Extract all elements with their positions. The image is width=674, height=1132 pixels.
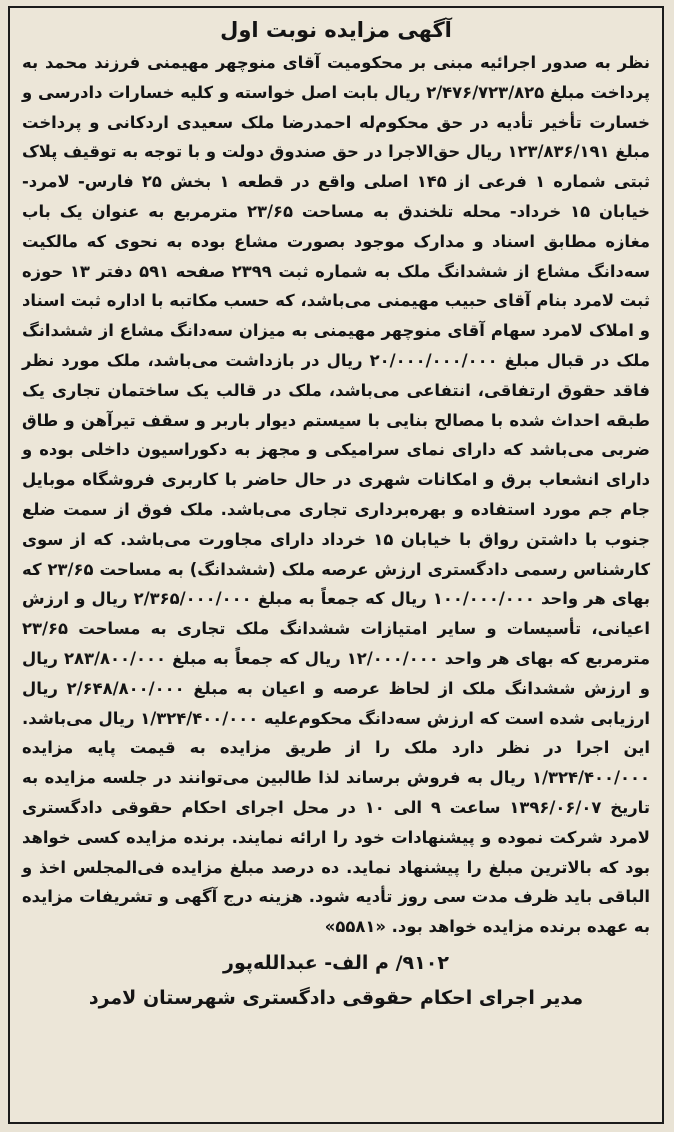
reference-text: ۹۱۰۲/ م الف- عبدالله‌پور (223, 951, 449, 974)
notice-body: نظر به صدور اجرائیه مبنی بر محکومیت آقای منوچهر مهیمنی فرزند محمد به پرداخت مبلغ ۲/۴۷۶/۷۲۳/۸۲۵ ریال بابت اصل خواسته و کلیه خسارات دادرسی و خسارت تأخیر تأدیه در حق محکوم‌له احمدرضا ملک سعیدی اردکانی و پرداخت مبلغ ۱۲۳/۸۳۶/۱۹۱ ریال حق‌الاجرا در حق صندوق دولت و با توجه به توقیف پلاک ثبتی شماره ۱ فرعی از ۱۴۵ اصلی واقع در قطعه ۱ بخش ۲۵ فارس- لامرد- خیابان ۱۵ خرداد- محله تلخندق به مساحت ۲۳/۶۵ مترمربع به عنوان یک باب مغازه مطابق اسناد و مدارک موجود بصورت مشاع بوده به نحوی که مالکیت سه‌دانگ مشاع از ششدانگ ملک به شماره ثبت ۲۳۹۹ صفحه ۵۹۱ دفتر ۱۳ حوزه ثبت لامرد بنام آقای حبیب مهیمنی می‌باشد، که حسب مکاتبه با اداره ثبت اسناد و املاک لامرد سهام آقای منوچهر مهیمنی به میزان سه‌دانگ مشاع از ششدانگ ملک در قبال مبلغ ۲۰/۰۰۰/۰۰۰/۰۰۰ ریال در بازداشت می‌باشد، ملک مورد نظر فاقد حقوق ارتفاقی، انتفاعی می‌باشد، ملک در قالب یک ساختمان تجاری یک طبقه احداث شده با مصالح بنایی با سیستم دیوار باربر و سقف تیرآهن و طاق ضربی می‌باشد که دارای نمای سرامیکی و مجهز به دکوراسیون داخلی بوده و دارای انشعاب برق و امکانات شهری در حال حاضر با کاربری فروشگاه موبایل جام جم مورد استفاده و بهره‌برداری تجاری می‌باشد. ملک فوق از سمت ضلع جنوب با داشتن رواق با خیابان ۱۵ خرداد دارای مجاورت می‌باشد. که از سوی کارشناس رسمی دادگستری ارزش عرصه ملک (ششدانگ) به مساحت ۲۳/۶۵ که بهای هر واحد ۱۰۰/۰۰۰/۰۰۰ ریال که جمعاً به مبلغ ۲/۳۶۵/۰۰۰/۰۰۰ ریال و ارزش اعیانی، تأسیسات و سایر امتیازات ششدانگ ملک تجاری به مساحت ۲۳/۶۵ مترمربع که بهای هر واحد ۱۲/۰۰۰/۰۰۰ ریال که جمعاً به مبلغ ۲۸۳/۸۰۰/۰۰۰ ریال و ارزش ششدانگ ملک از لحاظ عرصه و اعیان به مبلغ ۲/۶۴۸/۸۰۰/۰۰۰ ریال ارزیابی شده است که ارزش سه‌دانگ محکوم‌علیه ۱/۳۲۴/۴۰۰/۰۰۰ ریال می‌باشد. این اجرا در نظر دارد ملک را از طریق مزایده به قیمت پایه مزایده ۱/۳۲۴/۴۰۰/۰۰۰ ریال به فروش برساند لذا طالبین می‌توانند در جلسه مزایده به تاریخ ۱۳۹۶/۰۶/۰۷ ساعت ۹ الی ۱۰ در محل اجرای احکام حقوقی دادگستری لامرد شرکت نموده و پیشنهادات خود را ارائه نمایند. برنده مزایده کسی خواهد بود که بالاترین مبلغ را پیشنهاد نماید. ده درصد مبلغ مزایده فی‌المجلس اخذ و الباقی باید ظرف مدت سی روز تأدیه شود. هزینه درج آگهی و تشریفات مزایده به عهده برنده مزایده خواهد بود. «۵۵۸۱» (22, 53, 651, 937)
notice-reference (22, 946, 650, 980)
signer-text: مدیر اجرای احکام حقوقی دادگستری شهرستان لامرد (88, 986, 584, 1009)
notice-signer (22, 980, 650, 1016)
notice-title: آگهی مزایده نوبت اول (220, 18, 452, 42)
notice-frame (8, 6, 664, 1124)
notice-content (22, 12, 650, 1114)
